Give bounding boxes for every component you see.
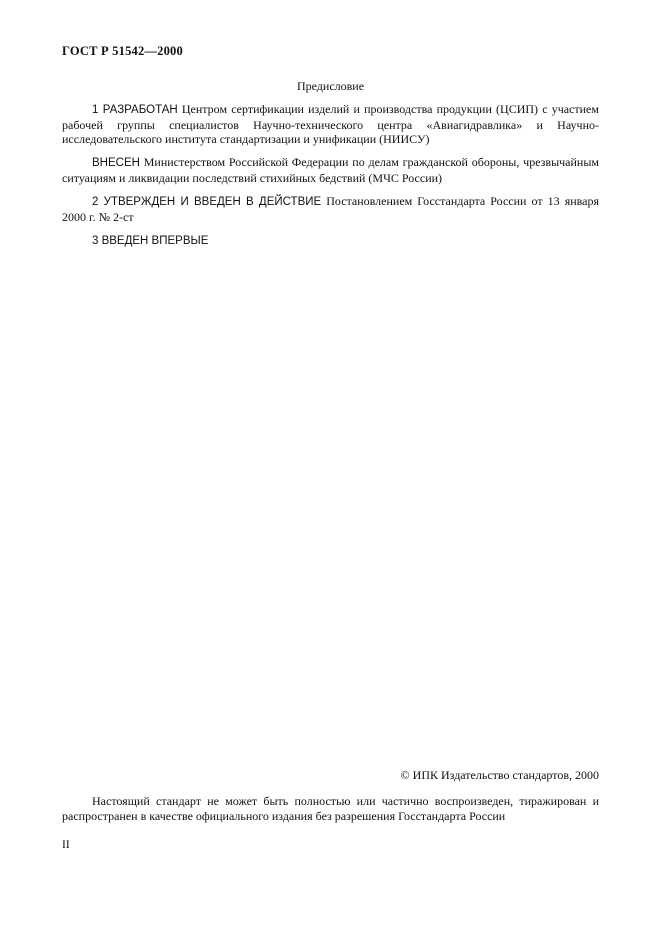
document-number: ГОСТ Р 51542—2000 [62,44,183,58]
item-2-text: Постановлением Госстандарта России от 13 января 2000 г. № 2-ст [62,194,599,224]
item-1-text-rest: участием рабочей группы специалистов Научно-технического центра «Авиагидравлика» и Научно-исследовательского института стандартизации и унификации (НИИСУ) [62,102,599,146]
page-number: II [62,839,70,851]
notice-text: Настоящий стандарт не может быть полностью или частично воспроизведен, тиражирован и распространен в качестве официального издания без разрешения Госстандарта России [62,794,599,823]
item-1-lead: 1 РАЗРАБОТАН [92,104,178,116]
preface-title: Предисловие [296,79,365,93]
copyright-line: © ИПК Издательство стандартов, 2000 [400,768,599,782]
item-2-lead: 2 УТВЕРЖДЕН И ВВЕДЕН В ДЕЙСТВИЕ [92,196,322,208]
item-1-text-line1: Центром сертификации изделий и производства продукции (ЦСИП) с [177,102,548,116]
submitted-lead: ВНЕСЕН [92,157,140,169]
preface-item-3 [62,233,599,249]
submitted-text: Министерством Российской Федерации по делам гражданской обороны, чрезвычайным ситуациям и ликвидации последствий стихийных бедствий (МЧС России) [62,155,599,185]
reproduction-notice [62,794,599,823]
preface-item-submitted [62,155,599,185]
item-3-lead: 3 ВВЕДЕН ВПЕРВЫЕ [92,235,209,247]
preface-item-1 [62,102,599,147]
preface-item-2 [62,194,599,224]
